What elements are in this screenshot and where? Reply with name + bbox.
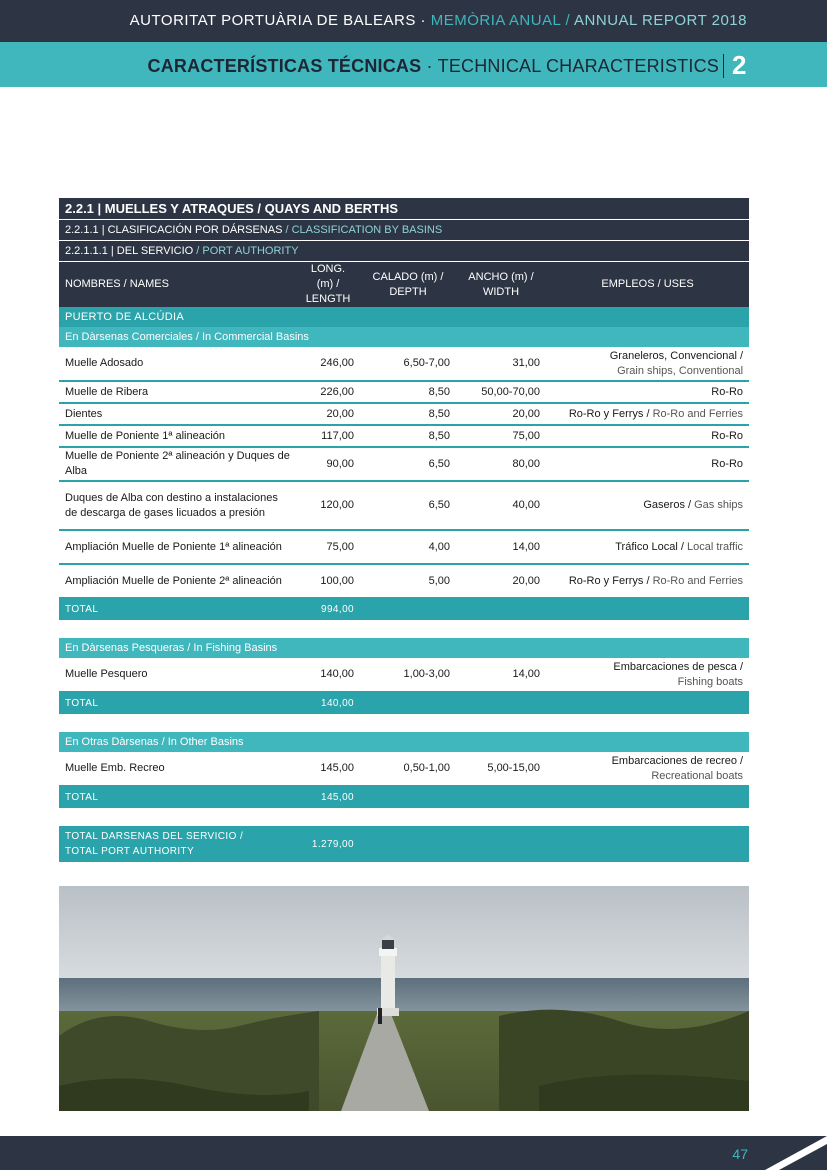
- row-depth: 4,00: [360, 530, 456, 564]
- row-use: [546, 530, 749, 564]
- total-label: TOTAL: [59, 692, 296, 714]
- row-length: 140,00: [296, 658, 360, 692]
- row-width: 20,00: [456, 564, 546, 598]
- grand-total-value: 1.279,00: [296, 826, 360, 862]
- report-header: [130, 12, 747, 29]
- row-name: Ampliación Muelle de Poniente 1ª alineación: [59, 530, 296, 564]
- spacer-row: [59, 714, 749, 732]
- grand-total-label: [59, 826, 296, 862]
- row-use: [546, 564, 749, 598]
- row-use-en: Ro-Ro and Ferries: [652, 574, 744, 587]
- annual-report-label: ANNUAL REPORT 2018: [574, 12, 747, 29]
- row-use: [546, 658, 749, 692]
- row-depth: 6,50: [360, 447, 456, 481]
- lighthouse-landscape-image: [59, 886, 749, 1111]
- row-depth: 6,50: [360, 481, 456, 530]
- row-length: 226,00: [296, 381, 360, 403]
- subtitle-row: [59, 220, 749, 241]
- row-width: 75,00: [456, 425, 546, 447]
- row-use-en: Recreational boats: [651, 769, 744, 782]
- subtitle-es: 2.2.1.1 | CLASIFICACIÓN POR DÁRSENAS: [65, 223, 283, 236]
- row-use-en: Fishing boats: [677, 675, 744, 688]
- section-title-es: CARACTERÍSTICAS TÉCNICAS: [147, 56, 422, 76]
- row-name: Duques de Alba con destino a instalaciones de descarga de gases licuados a presión: [59, 481, 296, 530]
- row-use-es: Tráfico Local /: [615, 540, 687, 553]
- row-depth: 5,00: [360, 564, 456, 598]
- subtitle: [59, 220, 749, 241]
- row-width: 14,00: [456, 530, 546, 564]
- row-length: 145,00: [296, 752, 360, 786]
- total-value: 145,00: [296, 786, 360, 808]
- row-use-es: Embarcaciones de pesca /: [613, 660, 744, 673]
- table-row: [59, 530, 749, 564]
- table-row: [59, 564, 749, 598]
- grand-total-row: [59, 826, 749, 862]
- table-row: [59, 425, 749, 447]
- basin-label-fishing: En Dàrsenas Pesqueras / In Fishing Basins: [59, 638, 749, 658]
- page-number: 47: [732, 1146, 748, 1162]
- table-title-row: [59, 198, 749, 220]
- row-use: Ro-Ro: [546, 381, 749, 403]
- total-row-commercial: [59, 598, 749, 620]
- row-use-es: Graneleros, Convencional /: [609, 349, 744, 362]
- section-bar: [0, 42, 827, 87]
- basin-label-commercial: En Dàrsenas Comerciales / In Commercial Basins: [59, 327, 749, 347]
- row-use: [546, 403, 749, 425]
- section-title-sep: ·: [421, 56, 438, 76]
- row-length: 90,00: [296, 447, 360, 481]
- table-row: [59, 447, 749, 481]
- section-number: 2: [732, 50, 747, 80]
- col-header-length-2: LENGTH: [305, 293, 351, 305]
- row-use: [546, 481, 749, 530]
- table-row: [59, 481, 749, 530]
- table-title: 2.2.1 | MUELLES Y ATRAQUES / QUAYS AND BERTHS: [59, 198, 749, 220]
- col-header-length: [296, 262, 360, 308]
- row-width: 50,00-70,00: [456, 381, 546, 403]
- col-header-depth-1: CALADO (m) /: [372, 270, 444, 283]
- header-separator: ·: [415, 12, 431, 29]
- lighthouse-lantern: [382, 940, 394, 949]
- basin-row-fishing: [59, 638, 749, 658]
- total-row-other: [59, 786, 749, 808]
- row-depth: 8,50: [360, 381, 456, 403]
- foreground-bushes-right: [539, 1075, 749, 1111]
- section-divider: [723, 54, 724, 78]
- section-title-en: TECHNICAL CHARACTERISTICS: [437, 56, 719, 76]
- row-name: Muelle Emb. Recreo: [59, 752, 296, 786]
- subtitle-en: / CLASSIFICATION BY BASINS: [282, 223, 443, 236]
- row-name: Muelle de Poniente 1ª alineación: [59, 425, 296, 447]
- row-use-en: Grain ships, Conventional: [617, 364, 744, 377]
- table-row: [59, 658, 749, 692]
- table-row: [59, 403, 749, 425]
- table-row: [59, 347, 749, 381]
- total-value: 140,00: [296, 692, 360, 714]
- row-length: 75,00: [296, 530, 360, 564]
- row-width: 5,00-15,00: [456, 752, 546, 786]
- row-name: Muelle Pesquero: [59, 658, 296, 692]
- row-width: 80,00: [456, 447, 546, 481]
- subtitle-2: [59, 241, 749, 262]
- row-use-en: Local traffic: [686, 540, 744, 553]
- row-use-es: Ro-Ro y Ferrys /: [568, 407, 653, 420]
- column-header-row: [59, 262, 749, 308]
- total-label: TOTAL: [59, 598, 296, 620]
- spacer-row: [59, 620, 749, 638]
- lighthouse-gallery: [379, 948, 397, 956]
- total-label: TOTAL: [59, 786, 296, 808]
- row-use: Ro-Ro: [546, 447, 749, 481]
- lighthouse-tower: [381, 954, 395, 1016]
- sea: [59, 978, 749, 1016]
- row-name: Muelle Adosado: [59, 347, 296, 381]
- page-footer: [0, 1136, 827, 1170]
- table-row: [59, 752, 749, 786]
- grand-total-label-1: TOTAL DARSENAS DEL SERVICIO /: [65, 831, 244, 842]
- col-header-length-1: LONG. (m) /: [310, 263, 346, 290]
- row-name: Muelle de Ribera: [59, 381, 296, 403]
- col-header-uses: EMPLEOS / USES: [546, 262, 749, 308]
- row-use-es: Gaseros /: [643, 499, 695, 511]
- port-row: [59, 307, 749, 327]
- col-header-width-1: ANCHO (m) /: [468, 270, 534, 283]
- row-length: 20,00: [296, 403, 360, 425]
- subtitle-2-en: / PORT AUTHORITY: [193, 244, 299, 257]
- row-name: Muelle de Poniente 2ª alineación y Duques de Alba: [59, 447, 296, 481]
- row-use-en: Gas ships: [694, 499, 744, 511]
- row-use: [546, 752, 749, 786]
- basin-row-commercial: [59, 327, 749, 347]
- col-header-width: [456, 262, 546, 308]
- lighthouse-photo: [59, 886, 749, 1111]
- col-header-names: NOMBRES / NAMES: [59, 262, 296, 308]
- total-row-fishing: [59, 692, 749, 714]
- row-depth: 8,50: [360, 425, 456, 447]
- person-figure: [378, 1008, 382, 1024]
- row-depth: 8,50: [360, 403, 456, 425]
- port-name: PUERTO DE ALCÚDIA: [59, 307, 749, 327]
- row-name: Ampliación Muelle de Poniente 2ª alineación: [59, 564, 296, 598]
- row-use-es: Embarcaciones de recreo /: [611, 754, 744, 767]
- row-use-es: Ro-Ro y Ferrys /: [568, 574, 653, 587]
- quays-table: [59, 198, 749, 862]
- row-depth: 6,50-7,00: [360, 347, 456, 381]
- row-name: Dientes: [59, 403, 296, 425]
- row-use-en: Ro-Ro and Ferries: [652, 407, 744, 420]
- grand-total-label-2: TOTAL PORT AUTHORITY: [65, 846, 195, 857]
- col-header-depth-2: DEPTH: [389, 285, 427, 298]
- subtitle-2-es: 2.2.1.1.1 | DEL SERVICIO: [65, 244, 194, 257]
- row-width: 20,00: [456, 403, 546, 425]
- row-depth: 0,50-1,00: [360, 752, 456, 786]
- section-title: [148, 56, 719, 77]
- memoria-label: MEMÒRIA ANUAL: [430, 12, 561, 29]
- subtitle-row-2: [59, 241, 749, 262]
- row-use: [546, 347, 749, 381]
- row-width: 14,00: [456, 658, 546, 692]
- header-slash: /: [560, 12, 575, 29]
- row-length: 100,00: [296, 564, 360, 598]
- col-header-width-2: WIDTH: [482, 285, 520, 298]
- row-width: 31,00: [456, 347, 546, 381]
- row-width: 40,00: [456, 481, 546, 530]
- corner-stripe: [757, 1136, 827, 1170]
- spacer-row: [59, 808, 749, 826]
- basin-row-other: [59, 732, 749, 752]
- org-name: AUTORITAT PORTUÀRIA DE BALEARS: [129, 12, 416, 29]
- row-use: Ro-Ro: [546, 425, 749, 447]
- top-header-bar: [0, 0, 827, 42]
- total-value: 994,00: [296, 598, 360, 620]
- row-length: 246,00: [296, 347, 360, 381]
- table-row: [59, 381, 749, 403]
- row-length: 120,00: [296, 481, 360, 530]
- sky: [59, 886, 749, 981]
- basin-label-other: En Otras Dàrsenas / In Other Basins: [59, 732, 749, 752]
- row-depth: 1,00-3,00: [360, 658, 456, 692]
- row-length: 117,00: [296, 425, 360, 447]
- col-header-depth: [360, 262, 456, 308]
